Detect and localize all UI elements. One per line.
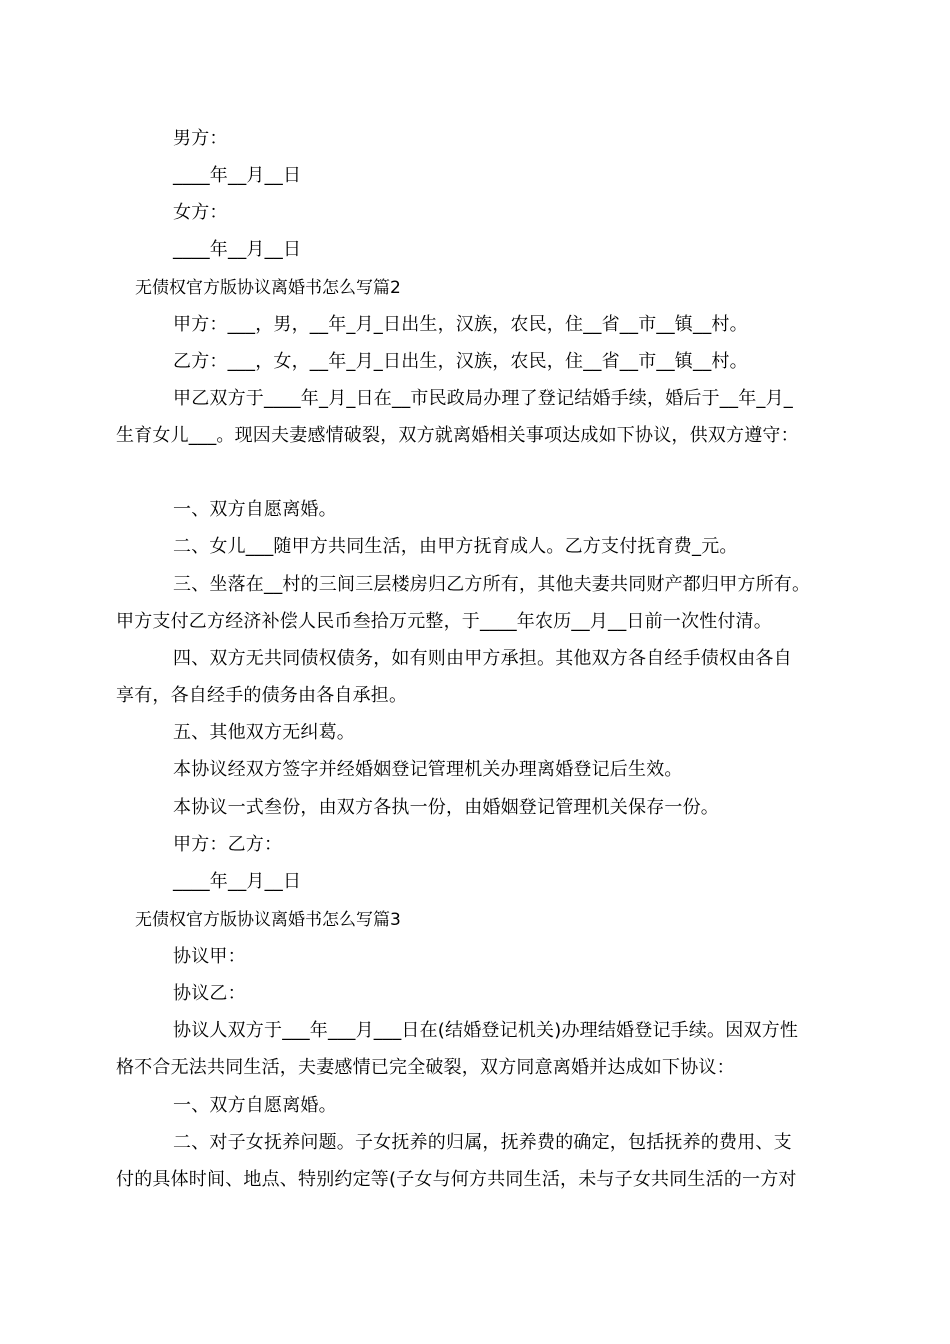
agreement-party-b-label: 协议乙： (173, 983, 246, 1004)
date-blank-line: ____年__月__日 (173, 165, 302, 186)
paragraph-line: 生育女儿___。现因夫妻感情破裂，双方就离婚相关事项达成如下协议，供双方遵守： (116, 425, 799, 446)
paragraph-line: 格不合无法共同生活，夫妻感情已完全破裂，双方同意离婚并达成如下协议： (116, 1057, 735, 1078)
clause-line: 付的具体时间、地点、特别约定等(子女与何方共同生活，未与子女共同生活的一方对 (116, 1169, 797, 1190)
paragraph-line: 协议人双方于___年___月___日在(结婚登记机关)办理结婚登记手续。因双方性 (173, 1020, 799, 1041)
clause-line: 三、坐落在__村的三间三层楼房归乙方所有，其他夫妻共同财产都归甲方所有。 (173, 574, 811, 595)
paragraph-line: 甲乙双方于____年_月_日在__市民政局办理了登记结婚手续，婚后于__年_月_ (173, 388, 793, 409)
agreement-party-a-label: 协议甲： (173, 946, 246, 967)
party-b-info: 乙方：___，女，__年_月_日出生，汉族，农民，住__省__市__镇__村。 (173, 351, 748, 372)
date-blank-line: ____年__月__日 (173, 239, 302, 260)
clause-line: 一、双方自愿离婚。 (173, 499, 337, 520)
female-party-label: 女方： (173, 202, 228, 223)
clause-line: 四、双方无共同债权债务，如有则由甲方承担。其他双方各自经手债权由各自 (173, 648, 792, 669)
paragraph-line: 本协议一式叁份，由双方各执一份，由婚姻登记管理机关保存一份。 (173, 797, 719, 818)
section-heading-3: 无债权官方版协议离婚书怎么写篇3 (135, 910, 401, 930)
clause-line: 五、其他双方无纠葛。 (173, 722, 355, 743)
clause-line: 甲方支付乙方经济补偿人民币叁拾万元整，于____年农历__月__日前一次性付清。 (116, 611, 772, 632)
clause-line: 享有，各自经手的债务由各自承担。 (116, 685, 408, 706)
section-heading-2: 无债权官方版协议离婚书怎么写篇2 (135, 278, 401, 298)
clause-line: 一、双方自愿离婚。 (173, 1095, 337, 1116)
male-party-label: 男方： (173, 128, 228, 149)
clause-line: 二、女儿___随甲方共同生活，由甲方抚育成人。乙方支付抚育费_元。 (173, 536, 738, 557)
date-blank-line: ____年__月__日 (173, 871, 302, 892)
signature-label: 甲方：乙方： (173, 834, 283, 855)
party-a-info: 甲方：___，男，__年_月_日出生，汉族，农民，住__省__市__镇__村。 (173, 314, 748, 335)
clause-line: 二、对子女抚养问题。子女抚养的归属，抚养费的确定，包括抚养的费用、支 (173, 1132, 792, 1153)
paragraph-line: 本协议经双方签字并经婚姻登记管理机关办理离婚登记后生效。 (173, 759, 683, 780)
